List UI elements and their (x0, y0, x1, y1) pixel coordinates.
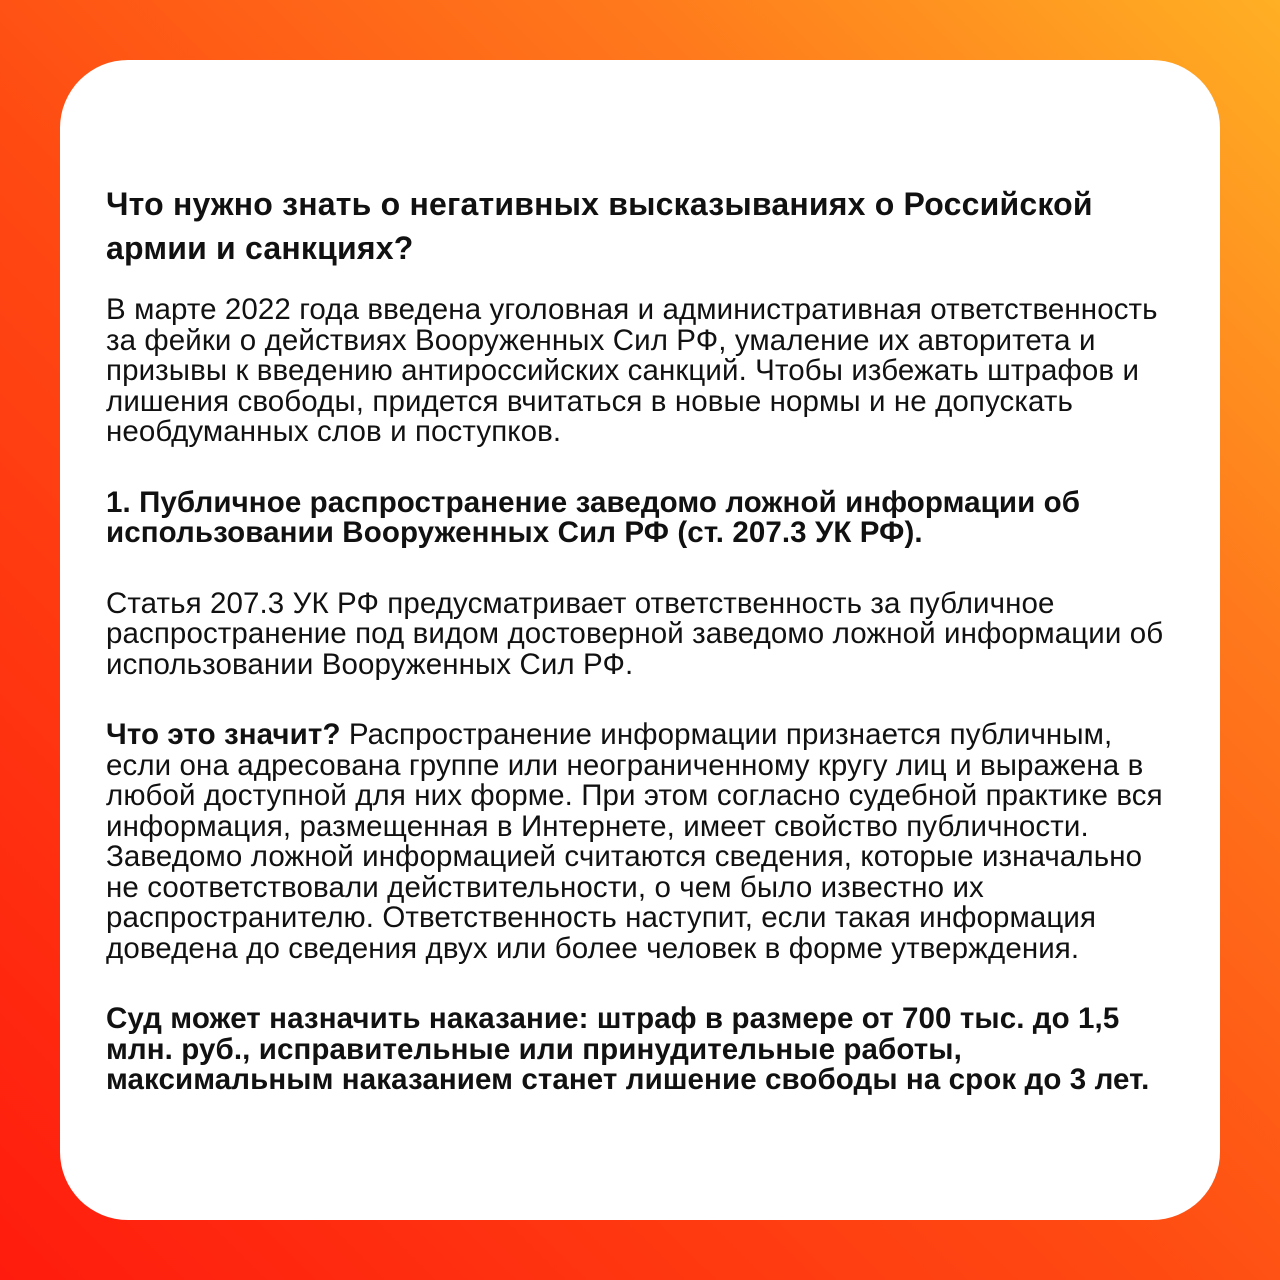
page-title: Что нужно знать о негативных высказываниях о Российской армии и санкциях? (106, 186, 1093, 266)
meaning-label: Что это значит? (106, 718, 341, 751)
article-paragraph: Статья 207.3 УК РФ предусматривает ответственность за публичное распространение под видом достоверной заведомо ложной информации об использовании Вооруженных Сил РФ. (106, 586, 1164, 681)
intro-paragraph: В марте 2022 года введена уголовная и административная ответственность за фейки о действиях Вооруженных Сил РФ, умаление их авторитета и призывы к введению антироссийских санкций. Чтобы избежать штрафов и лишения свободы, придется вчитаться в новые нормы и не допускать необдуманных слов и поступков. (106, 293, 1158, 448)
section-heading: 1. Публичное распространение заведомо ложной информации об использовании Вооруженных Сил РФ (ст. 207.3 УК РФ). (106, 485, 1081, 549)
content-card (60, 60, 1220, 1220)
meaning-text: Распространение информации признается публичным, если она адресована группе или неограниченному кругу лиц и выражена в любой доступной для них форме. При этом согласно судебной практике вся информация, размещенная в Интернете, имеет свойство публичности. Заведомо ложной информацией считаются сведения, которые изначально не соответствовали действительности, о чем было известно их распространителю. Ответственность наступит, если такая информация доведена до сведения двух или более человек в форме утверждения. (106, 718, 1163, 965)
penalty-paragraph: Суд может назначить наказание: штраф в размере от 700 тыс. до 1,5 млн. руб., исправительные или принудительные работы, максимальным наказанием станет лишение свободы на срок до 3 лет. (106, 1002, 1150, 1096)
meaning-paragraph (106, 720, 1164, 964)
